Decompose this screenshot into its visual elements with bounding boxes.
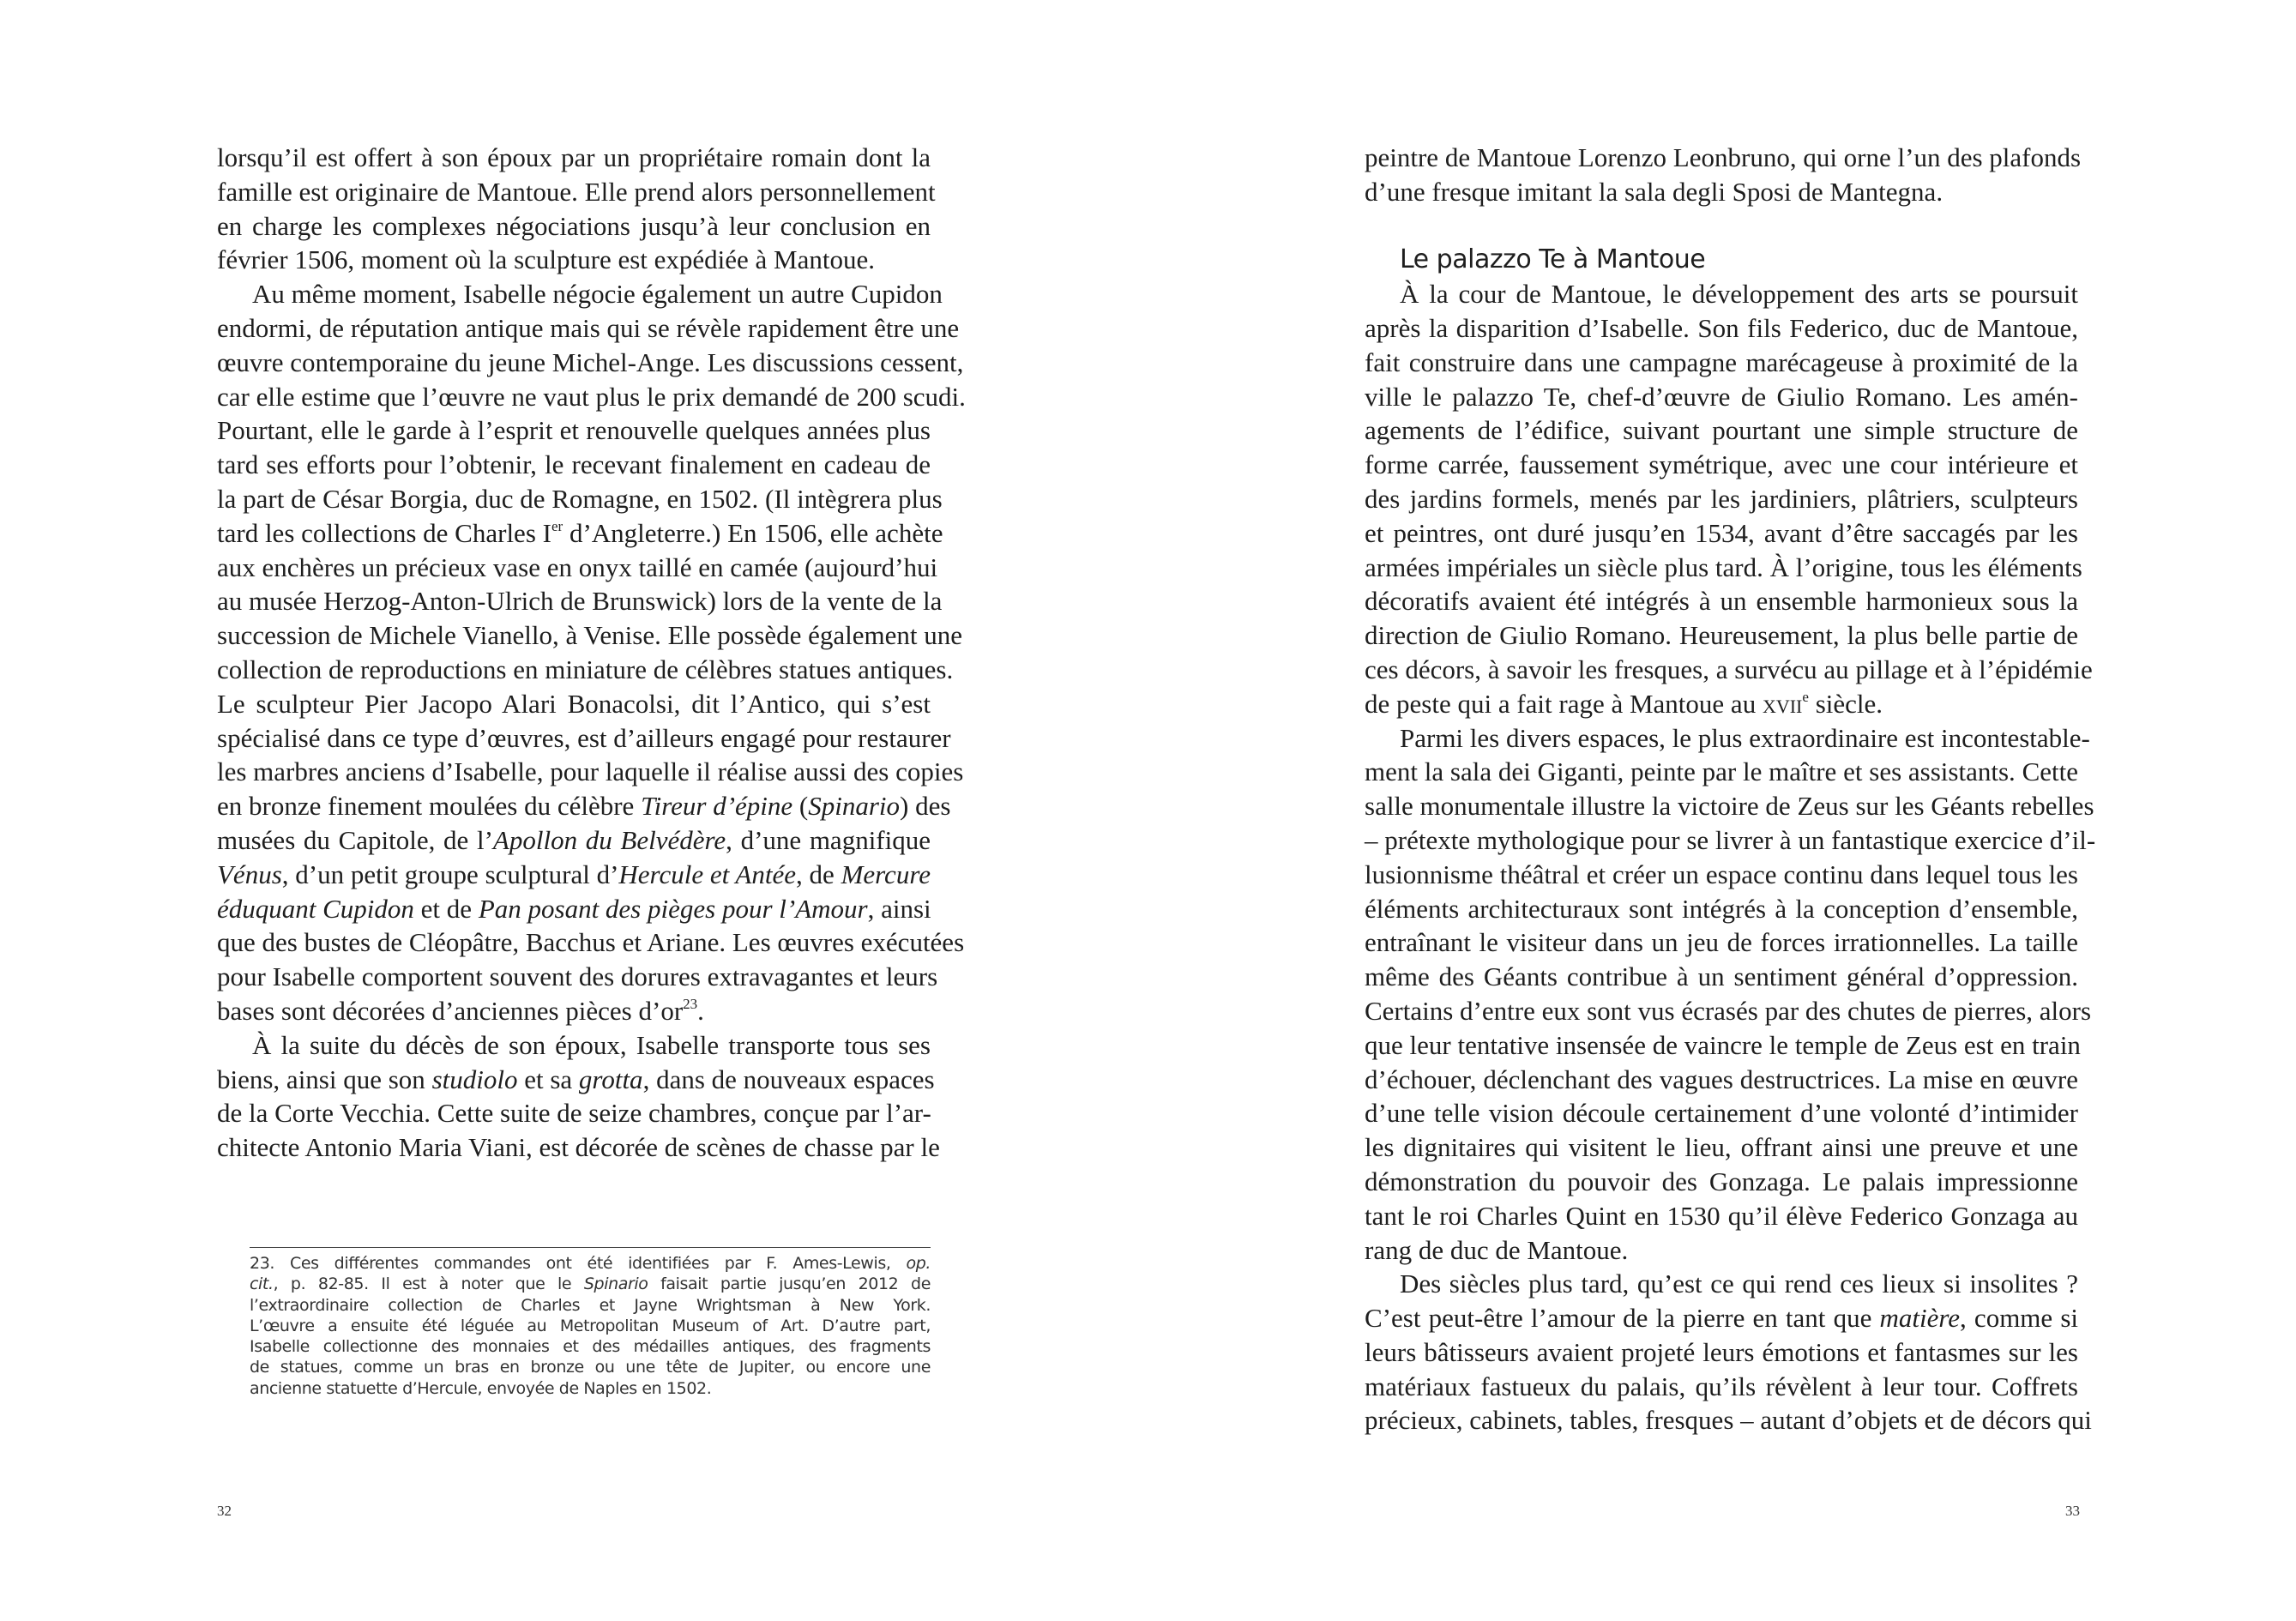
text-line: tard les collections de Charles Ier d’Angleterre.) En 1506, elle achète [217,517,943,548]
text-line: après la disparition d’Isabelle. Son fils Federico, duc de Mantoue, [1365,312,2078,343]
text-line: cit., p. 82-85. Il est à noter que le Spinario faisait partie jusqu’en 2012 de [250,1275,931,1294]
text-line: tard ses efforts pour l’obtenir, le recevant finalement en cadeau de [217,449,931,480]
text-line: Parmi les divers espaces, le plus extraordinaire est incontestable- [1400,722,2090,753]
text-line: de statues, comme un bras en bronze ou une tête de Jupiter, ou encore une [250,1358,931,1377]
footnote-23 [250,1247,931,1399]
text-line: pour Isabelle comportent souvent des dorures extravagantes et leurs [217,961,938,992]
text-line: succession de Michele Vianello, à Venise. Elle possède également une [217,620,963,651]
right-page [1148,0,2296,1621]
text-line: matériaux fastueux du palais, qu’ils révèlent à leur tour. Coffrets [1365,1371,2078,1401]
text-line: armées impériales un siècle plus tard. À l’origine, tous les éléments [1365,551,2082,582]
text-line: au musée Herzog-Anton-Ulrich de Brunswick) lors de la vente de la [217,586,943,617]
footnote-separator-rule [250,1247,931,1248]
text-line: salle monumentale illustre la victoire de Zeus sur les Géants rebelles [1365,791,2094,822]
text-line: lusionnisme théâtral et créer un espace continu dans lequel tous les [1365,859,2078,889]
text-line: les dignitaires qui visitent le lieu, offrant ainsi une preuve et une [1365,1132,2078,1163]
text-line: même des Géants contribue à un sentiment général d’oppression. [1365,961,2078,992]
text-line: d’échouer, déclenchant des vagues destructrices. La mise en œuvre [1365,1064,2078,1094]
text-line: précieux, cabinets, tables, fresques – autant d’objets et de décors qui [1365,1405,2092,1436]
blank-line-spacer [1365,209,2078,244]
left-body-column [217,141,966,1165]
footnote-text [250,1253,931,1399]
text-line: À la suite du décès de son époux, Isabelle transporte tous ses [252,1029,931,1060]
page-number-left: 32 [217,1503,232,1519]
text-line: tant le roi Charles Quint en 1530 qu’il élève Federico Gonzaga au [1365,1200,2078,1231]
text-line: ville le palazzo Te, chef-d’œuvre de Giulio Romano. Les amén- [1365,381,2078,412]
text-line: Pourtant, elle le garde à l’esprit et renouvelle quelques années plus [217,415,931,446]
text-line: biens, ainsi que son studiolo et sa grotta, dans de nouveaux espaces [217,1064,935,1094]
text-line: Des siècles plus tard, qu’est ce qui rend ces lieux si insolites ? [1400,1268,2078,1299]
text-line: éduquant Cupidon et de Pan posant des pièges pour l’Amour, ainsi [217,893,931,924]
text-line: 23. Ces différentes commandes ont été identifiées par F. Ames-Lewis, op. [250,1254,931,1273]
text-line: – prétexte mythologique pour se livrer à un fantastique exercice d’il- [1365,824,2096,855]
text-line: des jardins formels, menés par les jardiniers, plâtriers, sculpteurs [1365,483,2078,514]
text-line: collection de reproductions en miniature de célèbres statues antiques. [217,654,954,684]
text-line: entraînant le visiteur dans un jeu de forces irrationnelles. La taille [1365,927,2078,958]
text-line: ancienne statuette d’Hercule, envoyée de Naples en 1502. [250,1378,712,1398]
text-line: œuvre contemporaine du jeune Michel-Ange. Les discussions cessent, [217,346,964,377]
text-line: que des bustes de Cléopâtre, Bacchus et Ariane. Les œuvres exécutées [217,927,965,958]
text-line: d’une telle vision découle certainement d’une volonté d’intimider [1365,1098,2078,1129]
text-line: fait construire dans une campagne marécageuse à proximité de la [1365,346,2078,377]
text-line: L’œuvre a ensuite été léguée au Metropolitan Museum of Art. D’autre part, [250,1316,931,1335]
text-line: rang de duc de Mantoue. [1365,1234,1629,1265]
text-line: chitecte Antonio Maria Viani, est décorée de scènes de chasse par le [217,1132,940,1163]
text-line: Certains d’entre eux sont vus écrasés par des chutes de pierres, alors [1365,995,2092,1026]
text-line: éléments architecturaux sont intégrés à la conception d’ensemble, [1365,893,2078,924]
text-line: l’extraordinaire collection de Charles et Jayne Wrightsman à New York. [250,1295,931,1315]
page-number-right: 33 [2065,1503,2080,1519]
text-line: À la cour de Mantoue, le développement des arts se poursuit [1400,279,2078,310]
text-line: peintre de Mantoue Lorenzo Leonbruno, qui orne l’un des plafonds [1365,142,2082,172]
text-line: spécialisé dans ce type d’œuvres, est d’ailleurs engagé pour restaurer [217,722,951,753]
text-line: Isabelle collectionne des monnaies et des médailles antiques, des fragments [250,1337,931,1357]
text-line: bases sont décorées d’anciennes pièces $d’or^{23}$. [217,995,704,1026]
text-line: démonstration du pouvoir des Gonzaga. Le palais impressionne [1365,1166,2078,1196]
text-line: endormi, de réputation antique mais qui se révèle rapidement être une [217,312,960,343]
text-line: de la Corte Vecchia. Cette suite de seize chambres, conçue par l’ar- [217,1098,931,1129]
text-line: famille est originaire de Mantoue. Elle prend alors personnellement [217,176,936,207]
text-line: ment la sala dei Giganti, peinte par le maître et ses assistants. Cette [1365,756,2078,787]
section-body [1365,277,2096,1437]
text-line: en bronze finement moulées du célèbre Tireur d’épine (Spinario) des [217,791,951,822]
text-line: car elle estime que l’œuvre ne vaut plus le prix demandé de 200 scudi. [217,381,966,412]
right-body-column [1365,141,2096,1437]
section-heading: Le palazzo Te à Mantoue [1400,244,1706,275]
text-line: leurs bâtisseurs avaient projeté leurs émotions et fantasmes sur les [1365,1336,2078,1367]
text-line: Le sculpteur Pier Jacopo Alari Bonacolsi, dit l’Antico, qui s’est [217,688,931,719]
text-line: aux enchères un précieux vase en onyx taillé en camée (aujourd’hui [217,551,938,582]
text-line: en charge les complexes négociations jusqu’à leur conclusion en [217,210,931,241]
text-line: les marbres anciens d’Isabelle, pour laquelle il réalise aussi des copies [217,756,964,787]
text-line: Vénus, d’un petit groupe sculptural d’Hercule et Antée, de Mercure [217,859,931,889]
text-line: février 1506, moment où la sculpture est expédiée à Mantoue. [217,244,875,275]
text-line: ces décors, à savoir les fresques, a survécu au pillage et à l’épidémie [1365,654,2093,684]
text-line: agements de l’édifice, suivant pourtant une simple structure de [1365,415,2078,446]
text-line: que leur tentative insensée de vaincre le temple de Zeus est en train [1365,1029,2081,1060]
text-line: et peintres, ont duré jusqu’en 1534, avant d’être saccagés par les [1365,517,2078,548]
text-line: d’une fresque imitant la sala degli Sposi de Mantegna. [1365,176,1943,207]
text-line: forme carrée, faussement symétrique, avec une cour intérieure et [1365,449,2078,480]
text-line: C’est peut-être l’amour de la pierre en tant que matière, comme si [1365,1303,2079,1334]
text-line: lorsqu’il est offert à son époux par un propriétaire romain dont la [217,142,931,172]
text-line: musées du Capitole, de l’Apollon du Belvédère, d’une magnifique [217,824,931,855]
text-line: direction de Giulio Romano. Heureusement, la plus belle partie de [1365,620,2078,651]
text-line: de peste qui a fait rage à Mantoue au xvii$^e$ siècle. [1365,688,1883,719]
paragraph-continuation [1365,141,2082,209]
text-line: Au même moment, Isabelle négocie également un autre Cupidon [252,279,943,310]
text-line: la part de César Borgia, duc de Romagne, en 1502. (Il intègrera plus [217,483,943,514]
text-line: décoratifs avaient été intégrés à un ensemble harmonieux sous la [1365,586,2078,617]
